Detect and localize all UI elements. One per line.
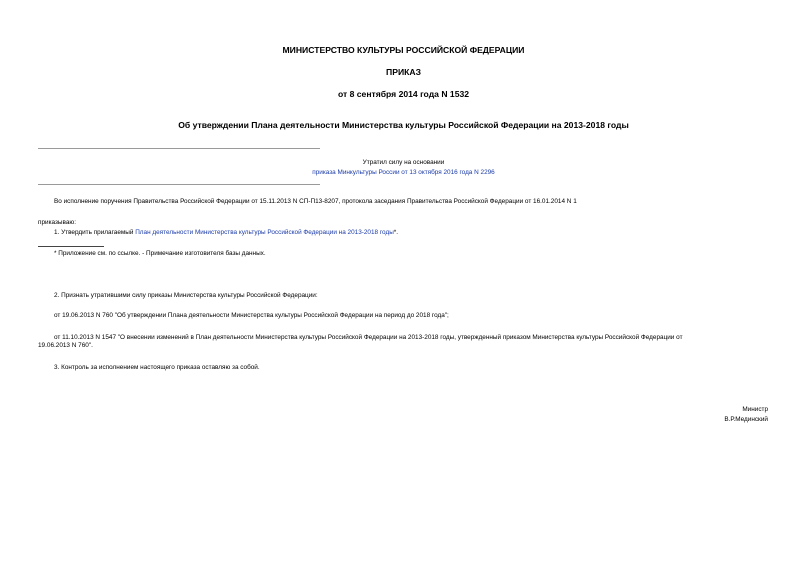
order-word: приказываю: <box>38 219 76 226</box>
item-1-prefix: 1. Утвердить прилагаемый <box>54 229 136 236</box>
status-top-rule <box>38 148 320 149</box>
doc-type-heading: ПРИКАЗ <box>386 67 421 77</box>
footnote-rule <box>38 246 104 247</box>
item-1-suffix: *. <box>393 229 399 236</box>
signature-position: Министр <box>742 406 768 413</box>
signature-name: В.Р.Мединский <box>724 416 768 423</box>
basis-order-link[interactable]: приказа Минкультуры России от 13 октября 2016 года N 2296 <box>312 169 495 176</box>
item-2-a: от 19.06.2013 N 760 "Об утверждении Плана деятельности Министерства культуры Российской Федерации на период до 2018 года"; <box>54 312 449 319</box>
item-1 <box>54 229 398 237</box>
item-3: 3. Контроль за исполнением настоящего приказа оставляю за собой. <box>54 364 260 371</box>
status-bottom-rule <box>38 184 320 185</box>
document-title: Об утверждении Плана деятельности Министерства культуры Российской Федерации на 2013-2018 годы <box>178 120 629 130</box>
item-2: 2. Признать утратившими силу приказы Министерства культуры Российской Федерации: <box>54 292 318 299</box>
item-2-b-line2: 19.06.2013 N 760". <box>38 342 93 349</box>
ministry-heading: МИНИСТЕРСТВО КУЛЬТУРЫ РОССИЙСКОЙ ФЕДЕРАЦИИ <box>282 45 525 55</box>
plan-link[interactable]: План деятельности Министерства культуры Российской Федерации на 2013-2018 годы <box>135 229 394 236</box>
footnote-text: * Приложение см. по ссылке. - Примечание изготовителя базы данных. <box>54 250 266 257</box>
date-number-heading: от 8 сентября 2014 года N 1532 <box>337 89 470 99</box>
item-2-b-line1: от 11.10.2013 N 1547 "О внесении изменений в План деятельности Министерства культуры Российской Федерации на 2013-2018 годы, утвержденный приказом Министерства культуры Российской Федерации от <box>54 334 683 341</box>
lost-force-text: Утратил силу на основании <box>362 159 445 166</box>
preamble-text: Во исполнение поручения Правительства Российской Федерации от 15.11.2013 N СП-П13-8207, протокола заседания Правительства Российской Федерации от 16.01.2014 N 1 <box>54 198 577 205</box>
